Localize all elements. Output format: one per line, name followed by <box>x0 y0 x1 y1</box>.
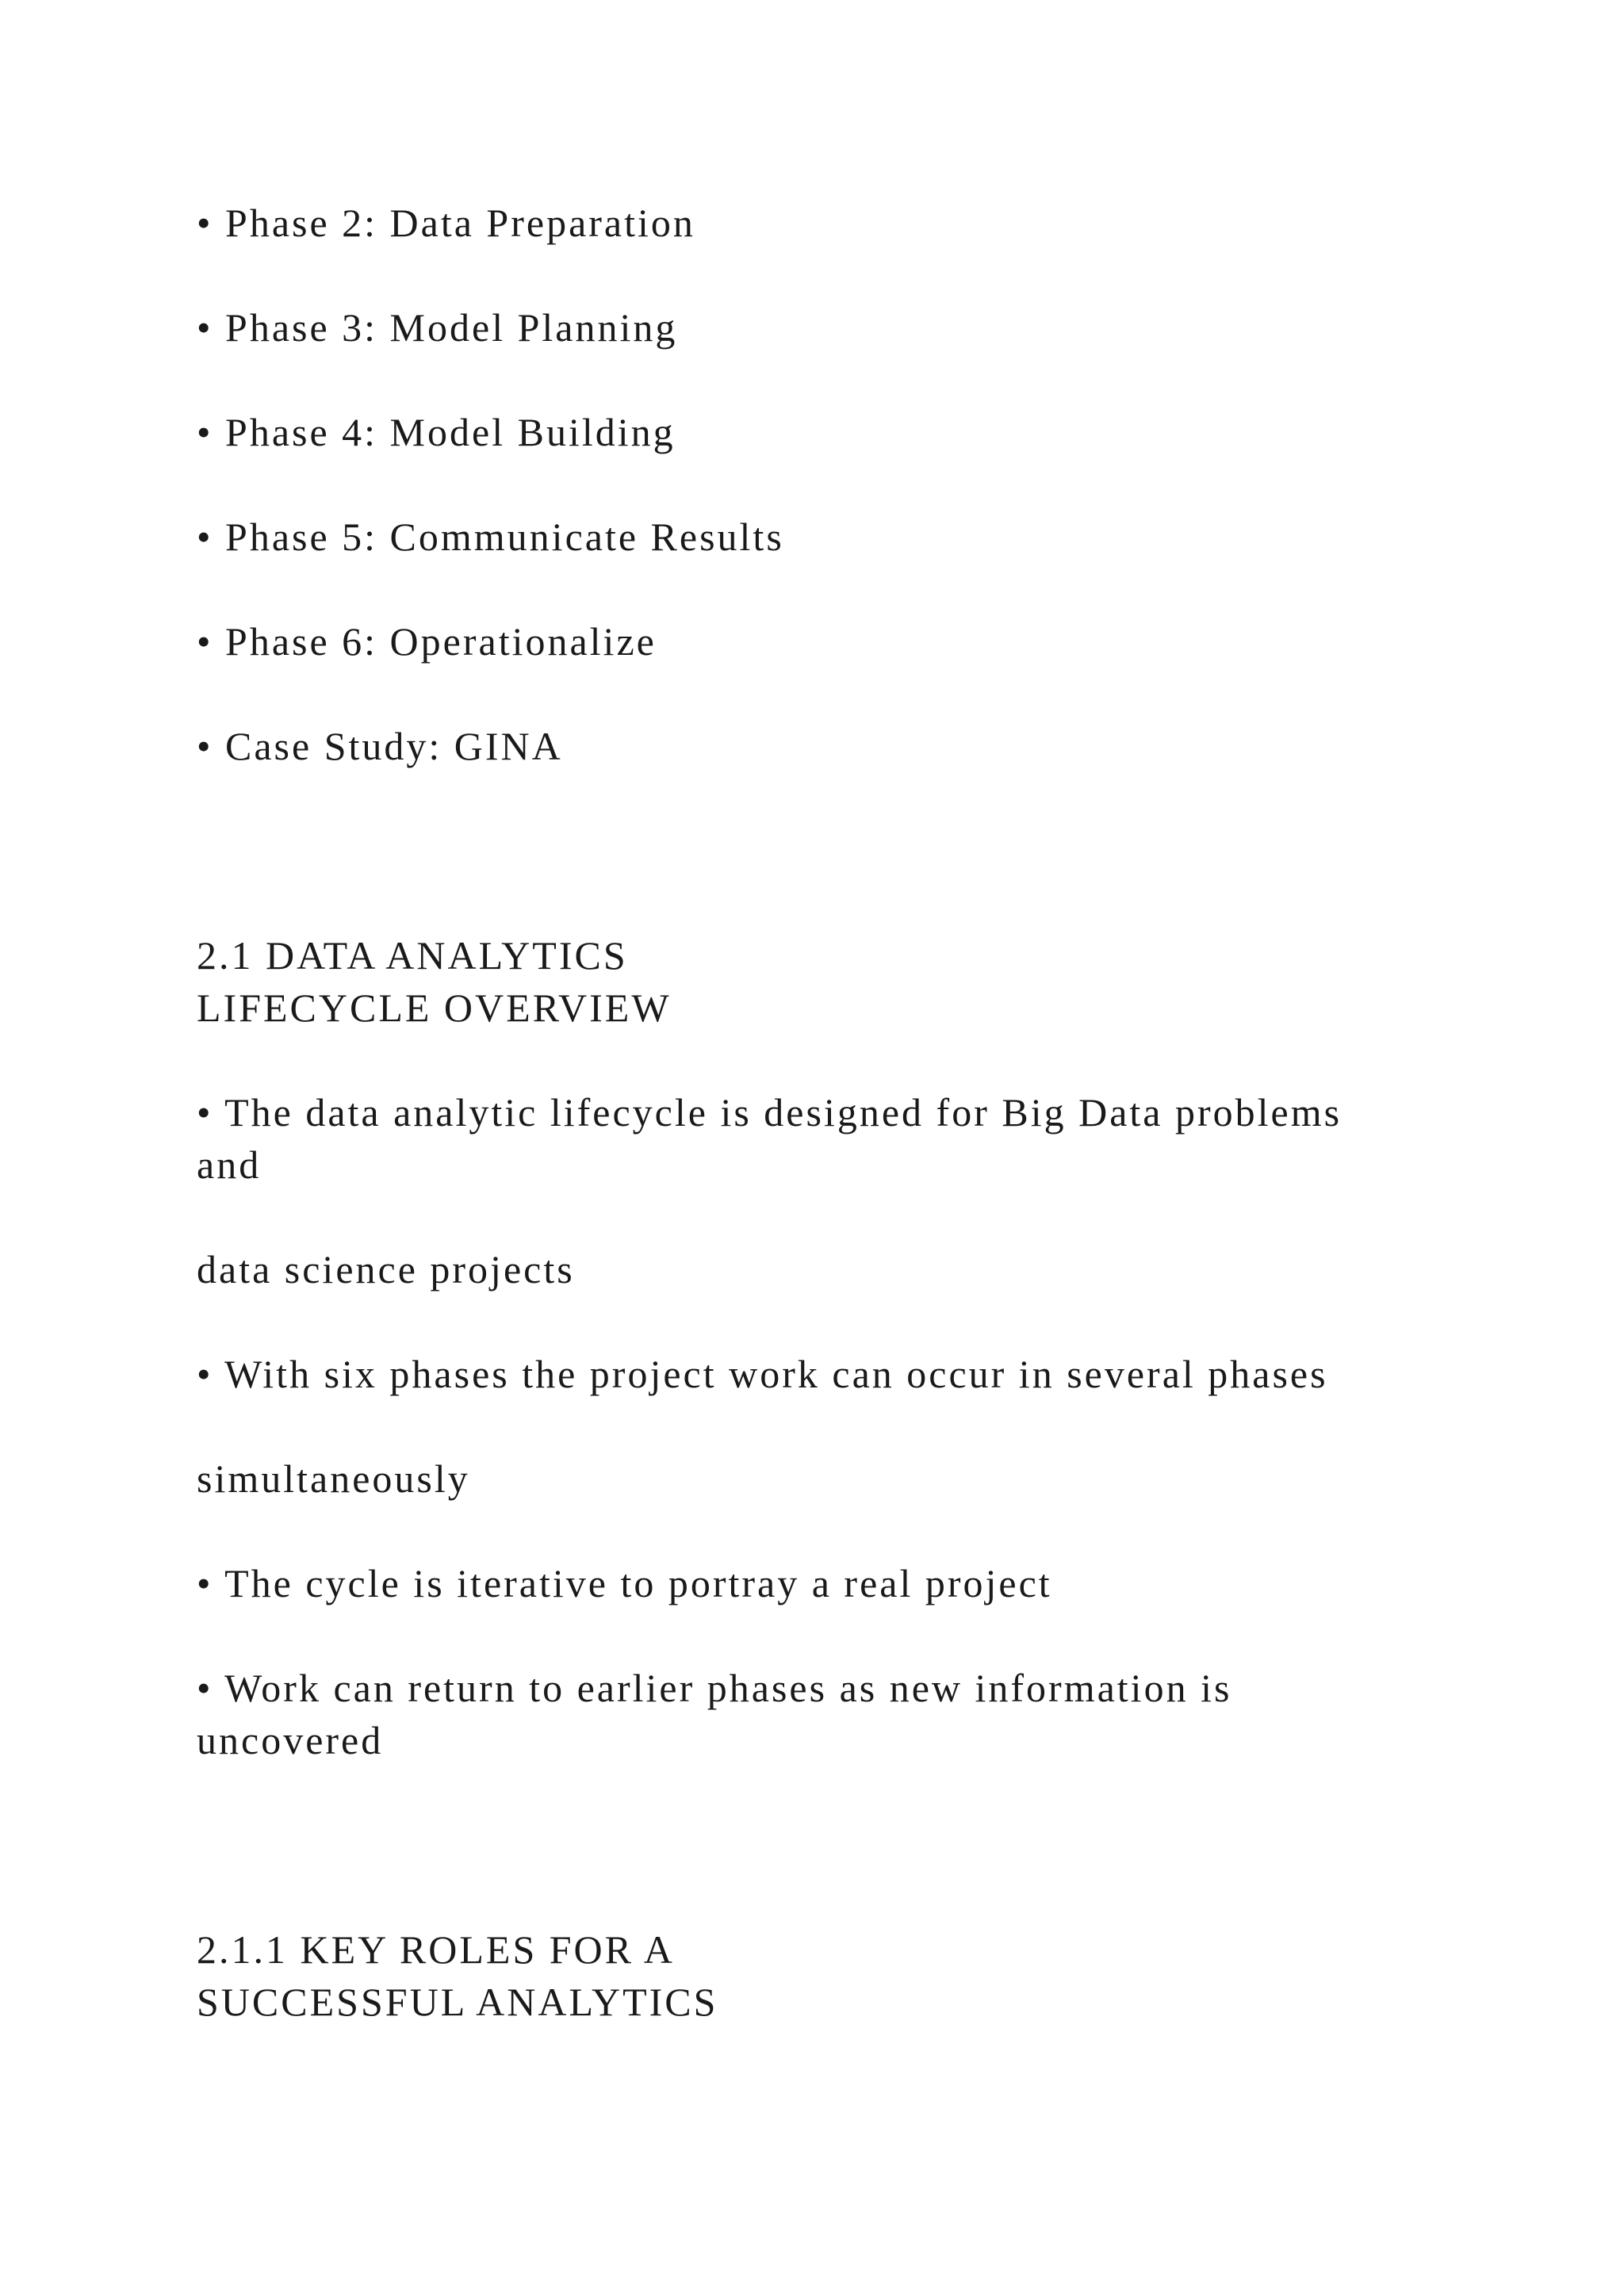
phase-list-item: • Phase 3: Model Planning <box>197 305 678 350</box>
phase-list-item: • Phase 4: Model Building <box>197 410 676 454</box>
body-text-line: simultaneously <box>197 1456 470 1501</box>
body-text-line: • Work can return to earlier phases as new information is <box>197 1666 1232 1710</box>
phase-list-item: • Case Study: GINA <box>197 724 563 768</box>
body-text-line: uncovered <box>197 1718 384 1762</box>
section-heading-line: SUCCESSFUL ANALYTICS <box>197 1980 718 2024</box>
body-text-line: and <box>197 1142 262 1187</box>
body-text-line: • With six phases the project work can occur in several phases <box>197 1352 1328 1396</box>
body-text-line: data science projects <box>197 1247 575 1292</box>
body-text-line: • The cycle is iterative to portray a real project <box>197 1561 1052 1605</box>
section-heading-line: 2.1 DATA ANALYTICS <box>197 933 628 978</box>
body-text-line: • The data analytic lifecycle is designed for Big Data problems <box>197 1090 1342 1135</box>
section-heading-line: 2.1.1 KEY ROLES FOR A <box>197 1927 675 1972</box>
phase-list-item: • Phase 2: Data Preparation <box>197 201 695 245</box>
section-heading-line: LIFECYCLE OVERVIEW <box>197 985 672 1030</box>
phase-list-item: • Phase 5: Communicate Results <box>197 515 784 559</box>
phase-list-item: • Phase 6: Operationalize <box>197 619 657 664</box>
